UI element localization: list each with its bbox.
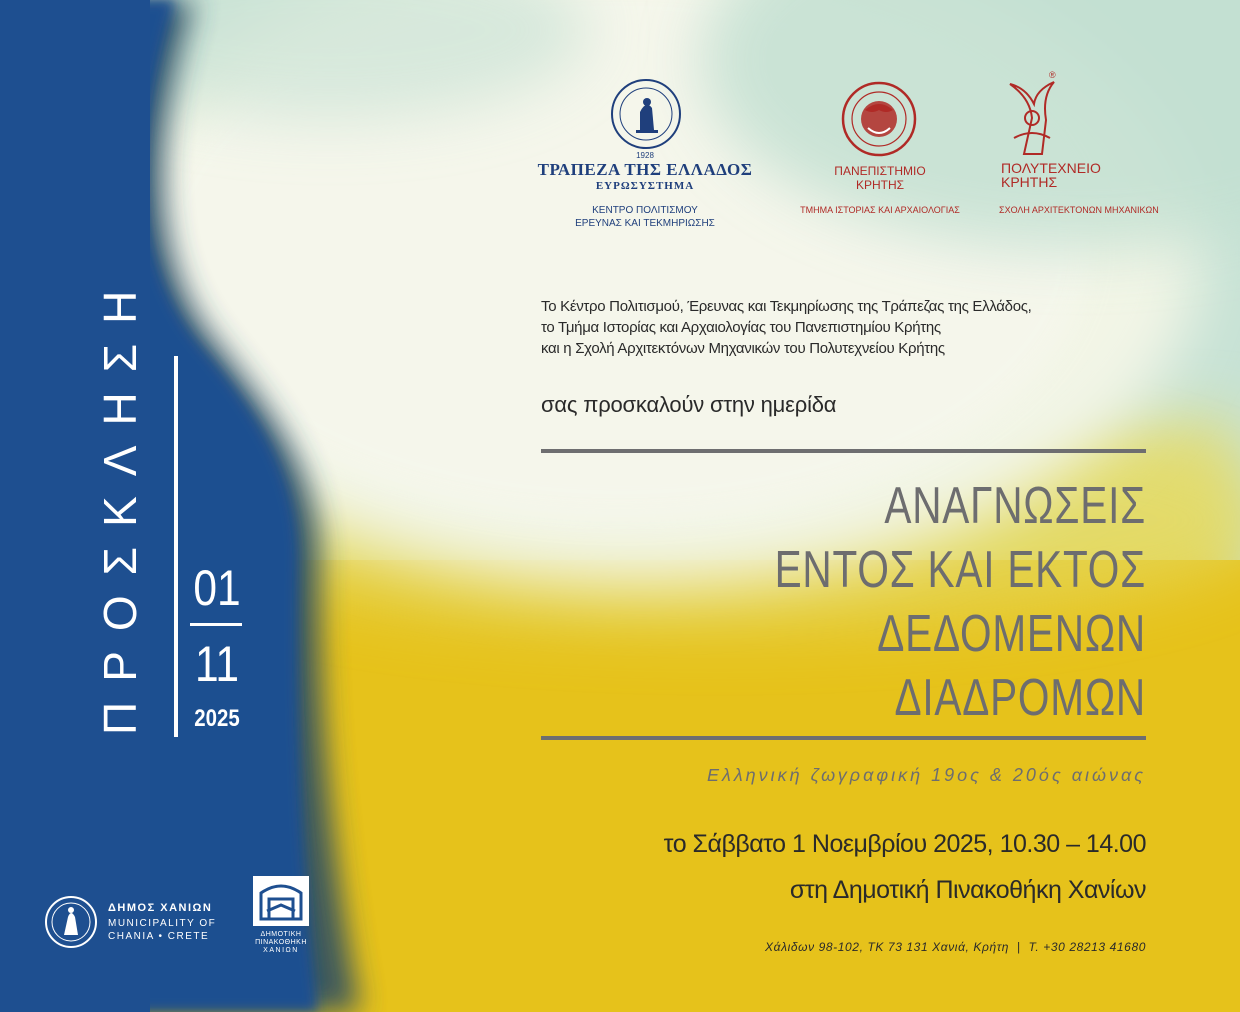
bank-name: ΤΡΑΠΕΖΑ ΤΗΣ ΕΛΛΑΔΟΣ <box>537 160 753 179</box>
intro-line2: το Τμήμα Ιστορίας και Αρχαιολογίας του Πανεπιστημίου Κρήτης <box>541 319 941 336</box>
gallery-name-line1: ΔΗΜΟΤΙΚΗ <box>260 931 302 938</box>
date-day: 01 <box>193 560 241 616</box>
title-line1: ΑΝΑΓΝΩΣΕΙΣ <box>884 477 1146 535</box>
bank-dept-line1: ΚΕΝΤΡΟ ΠΟΛΙΤΙΣΜΟΥ <box>592 205 698 216</box>
intro-line3: και η Σχολή Αρχιτεκτόνων Μηχανικών του Πολυτεχνείου Κρήτης <box>541 340 945 357</box>
intro-line1: Το Κέντρο Πολιτισμού, Έρευνας και Τεκμηρίωσης της Τράπεζας της Ελλάδος, <box>541 298 1032 315</box>
university-dept: ΤΜΗΜΑ ΙΣΤΟΡΙΑΣ ΚΑΙ ΑΡΧΑΙΟΛΟΓΙΑΣ <box>800 205 960 215</box>
polytechnic-emblem-icon <box>1002 78 1060 158</box>
polytechnic-dept: ΣΧΟΛΗ ΑΡΧΙΤΕΚΤΟΝΩΝ ΜΗΧΑΝΙΚΩΝ <box>999 205 1159 215</box>
municipality-of-chania-logo <box>44 895 234 955</box>
bank-seal-year: 1928 <box>636 151 654 160</box>
bank-subtitle: ΕΥΡΩΣΥΣΤΗΜΑ <box>595 180 695 192</box>
university-name-line1: ΠΑΝΕΠΙΣΤΗΜΙΟ <box>834 164 926 178</box>
university-of-crete-logo <box>795 78 965 223</box>
bottom-divider <box>541 736 1146 740</box>
event-address: Χάλιδων 98-102, ΤΚ 73 131 Χανιά, Κρήτη | Τ. +30 28213 41680 <box>765 940 1146 954</box>
side-vertical-rule <box>174 356 178 737</box>
university-name-line2: ΚΡΗΤΗΣ <box>855 178 905 192</box>
intro-block <box>541 296 1032 359</box>
date-month: 11 <box>194 636 240 692</box>
date-year: 2025 <box>194 705 240 732</box>
date-separator <box>190 623 242 626</box>
top-divider <box>541 449 1146 453</box>
bank-dept-line2: ΕΡΕΥΝΑΣ ΚΑΙ ΤΕΚΜΗΡΙΩΣΗΣ <box>575 218 715 229</box>
municipality-name: ΔΗΜΟΣ ΧΑΝΙΩΝ <box>108 902 213 914</box>
polytechnic-registered-mark: ® <box>1049 70 1056 80</box>
bank-seal-icon <box>610 78 682 150</box>
invitation-vertical-label: ΠΡΟΣΚΛΗΣΗ <box>94 270 146 735</box>
title-line2: ΕΝΤΟΣ ΚΑΙ ΕΚΤΟΣ <box>774 541 1146 599</box>
municipality-seal-icon <box>44 895 98 949</box>
invite-text: σας προσκαλούν στην ημερίδα <box>541 392 837 417</box>
university-seal-icon <box>840 80 918 158</box>
title-line4: ΔΙΑΔΡΟΜΩΝ <box>894 669 1146 727</box>
event-title <box>546 474 1146 730</box>
municipality-en-line1: MUNICIPALITY OF <box>108 918 217 929</box>
gallery-name-line3: ΧΑΝΙΩΝ <box>263 947 299 954</box>
polytechnic-name-line1: ΠΟΛΥΤΕΧΝΕΙΟ <box>1001 160 1101 176</box>
municipality-en-line2: CHANIA • CRETE <box>108 931 210 942</box>
event-subtitle: Ελληνική ζωγραφική 19ος & 20ός αιώνας <box>706 765 1146 785</box>
event-datetime: το Σάββατο 1 Νοεμβρίου 2025, 10.30 – 14.00 <box>663 830 1146 858</box>
event-venue: στη Δημοτική Πινακοθήκη Χανίων <box>789 876 1146 904</box>
polytechnic-name-line2: ΚΡΗΤΗΣ <box>1001 174 1058 190</box>
bank-of-greece-logo <box>530 78 760 238</box>
municipal-art-gallery-logo <box>244 875 322 957</box>
polytechnic-of-crete-logo <box>990 70 1160 220</box>
gallery-name-line2: ΠΙΝΑΚΟΘΗΚΗ <box>255 939 307 946</box>
title-line3: ΔΕΔΟΜΕΝΩΝ <box>877 605 1146 663</box>
gallery-emblem-icon <box>252 875 310 927</box>
